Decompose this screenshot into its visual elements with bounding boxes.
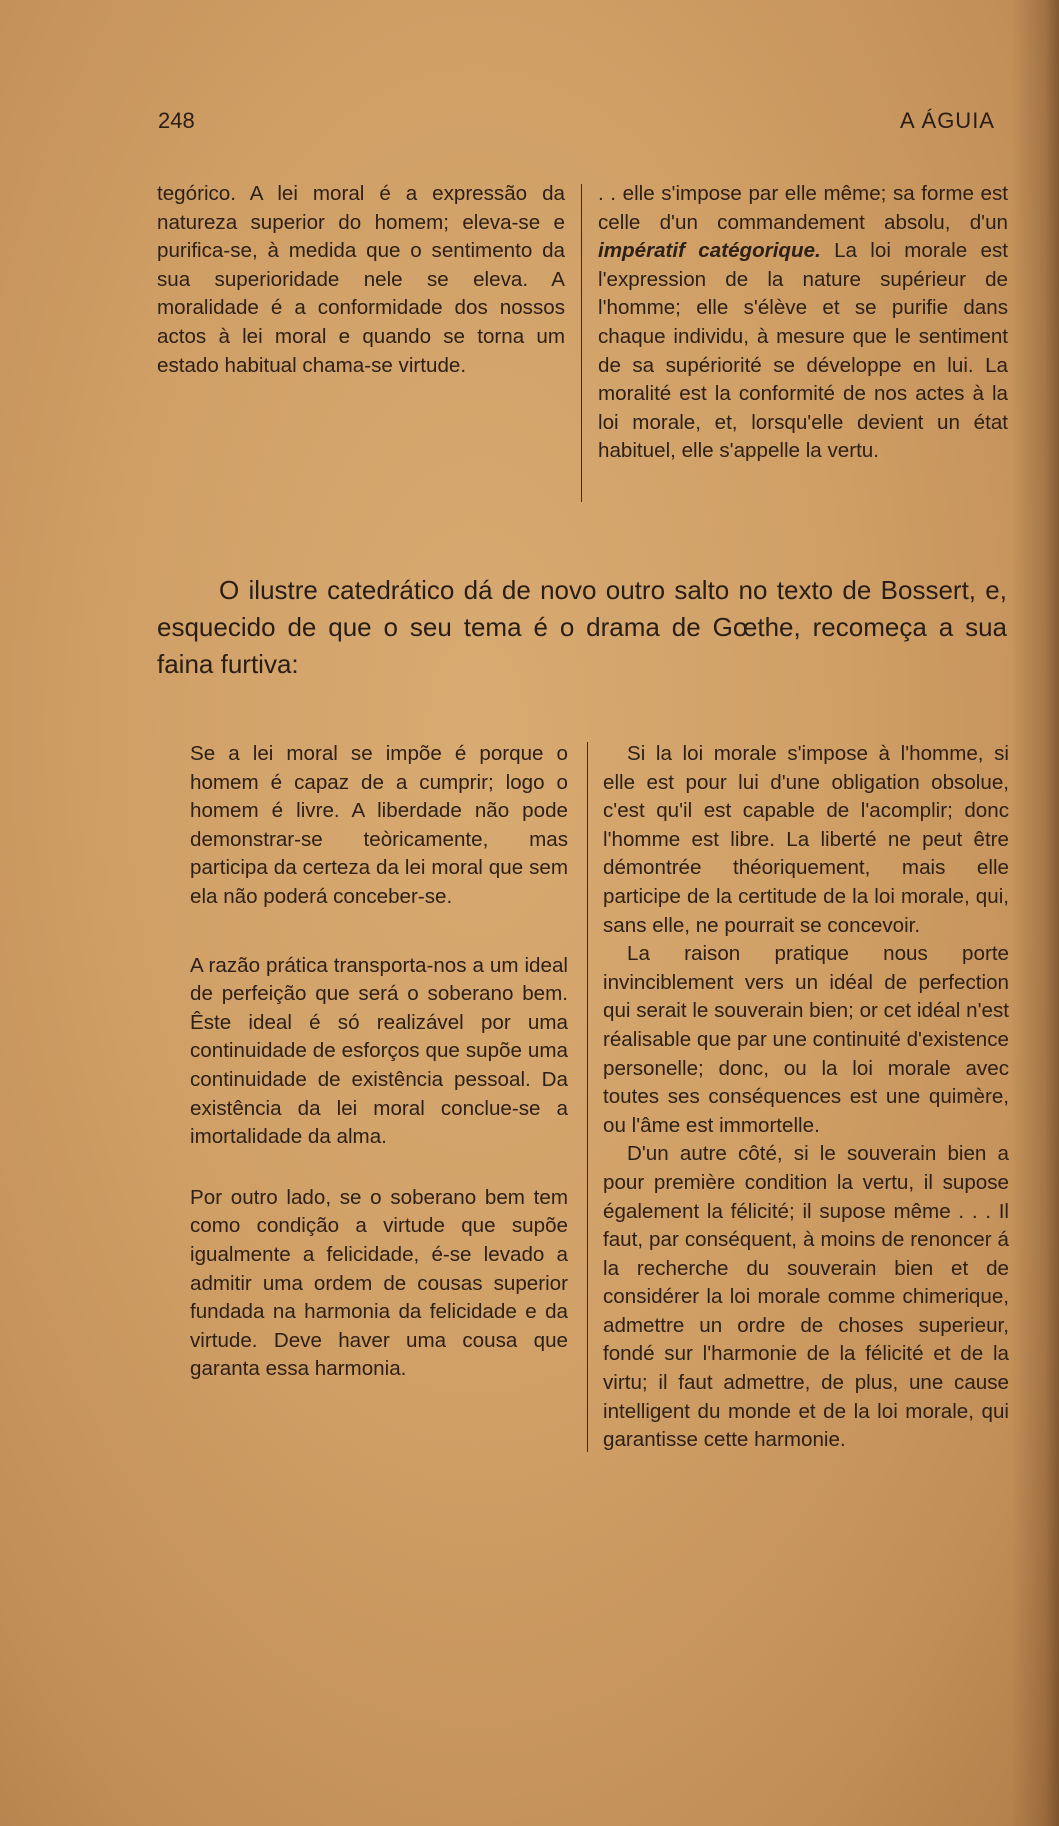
journal-title: A ÁGUIA — [899, 108, 995, 133]
page-edge-shadow — [1011, 0, 1059, 1826]
french-paragraph: Si la loi morale s'impose à l'homme, si elle est pour lui d'une obligation obsolue, c'est qu'il est capable de l'acomplir; donc l'homme est libre. La liberté ne peut être démontrée théoriquement, mais elle participe de la certitude de la loi morale, qui, sans elle, ne pourrait se concevoir. — [603, 742, 1009, 937]
portuguese-column-2 — [190, 740, 568, 1384]
column-divider-2 — [587, 742, 588, 1452]
portuguese-paragraph: A razão prática transporta-nos a um ideal de perfeição que será o soberano bem. Êste ideal é só realizável por uma continuidade de esforços que supõe uma continuidade de existência pessoal. Da existência da lei moral conclue-se a imortalidade da alma. — [190, 953, 568, 1149]
french-italic-phrase: impératif catégorique. — [598, 239, 821, 263]
column-divider-1 — [581, 184, 582, 502]
page-number: 248 — [158, 108, 195, 133]
french-column-2 — [603, 740, 1009, 1455]
commentary-text — [157, 572, 1007, 683]
portuguese-paragraph: tegórico. A lei moral é a expressão da natureza superior do homem; eleva-se e purifica-se, à medida que o sentimento da sua superioridade nele se eleva. A moralidade é a conformidade dos nossos actos à lei moral e quando se torna um estado habitual chama-se virtude. — [157, 182, 565, 377]
portuguese-paragraph: Se a lei moral se impõe é porque o homem é capaz de a cumprir; logo o homem é livre. A liberdade não pode demonstrar-se teòricamente, mas participa da certeza da lei moral que sem ela não poderá conceber-se. — [190, 742, 568, 908]
french-paragraph: D'un autre côté, si le souverain bien a pour première condition la vertu, il supose également la félicité; il supose même . . . Il faut, par conséquent, à moins de renoncer á la recherche du souverain bien et de considérer la loi morale comme chimerique, admettre un ordre de choses superieur, fondé sur l'harmonie de la félicité et de la virtu; il faut admettre, de plus, une cause intelligent du monde et de la loi morale, qui garantisse cette harmonie. — [603, 1142, 1009, 1452]
french-paragraph — [598, 180, 1008, 466]
french-paragraph: La raison pratique nous porte invinciblement vers un idéal de perfection qui serait le souverain bien; or cet idéal n'est réalisable que par une continuité d'existence personelle; donc, ou la loi morale avec toutes ses conséquences est une quimère, ou l'âme est immortelle. — [603, 942, 1009, 1137]
french-text-end: La loi morale est l'expression de la nature supérieur de l'homme; elle s'élève et se purifie dans chaque individu, à mesure que le sentiment de sa supériorité se développe en lui. La moralité est la conformité de nos actes à la loi morale, et, lorsqu'elle devient un état habituel, elle s'appelle la vertu. — [598, 239, 1008, 463]
french-text-start: . . elle s'impose par elle même; sa forme est celle d'un commandement absolu, d'un — [598, 182, 1008, 234]
portuguese-paragraph: Por outro lado, se o soberano bem tem como condição a virtude que supõe igualmente a felicidade, é-se levado a admitir uma ordem de cousas superior fundada na harmonia da felicidade e da virtude. Deve haver uma cousa que garanta essa harmonia. — [190, 1185, 568, 1381]
commentary-paragraph: O ilustre catedrático dá de novo outro salto no texto de Bossert, e, esquecido de que o seu tema é o drama de Gœthe, recomeça a sua faina furtiva: — [157, 575, 1007, 679]
french-column-1 — [598, 180, 1008, 466]
portuguese-column-1 — [157, 180, 565, 380]
running-header — [158, 108, 995, 142]
